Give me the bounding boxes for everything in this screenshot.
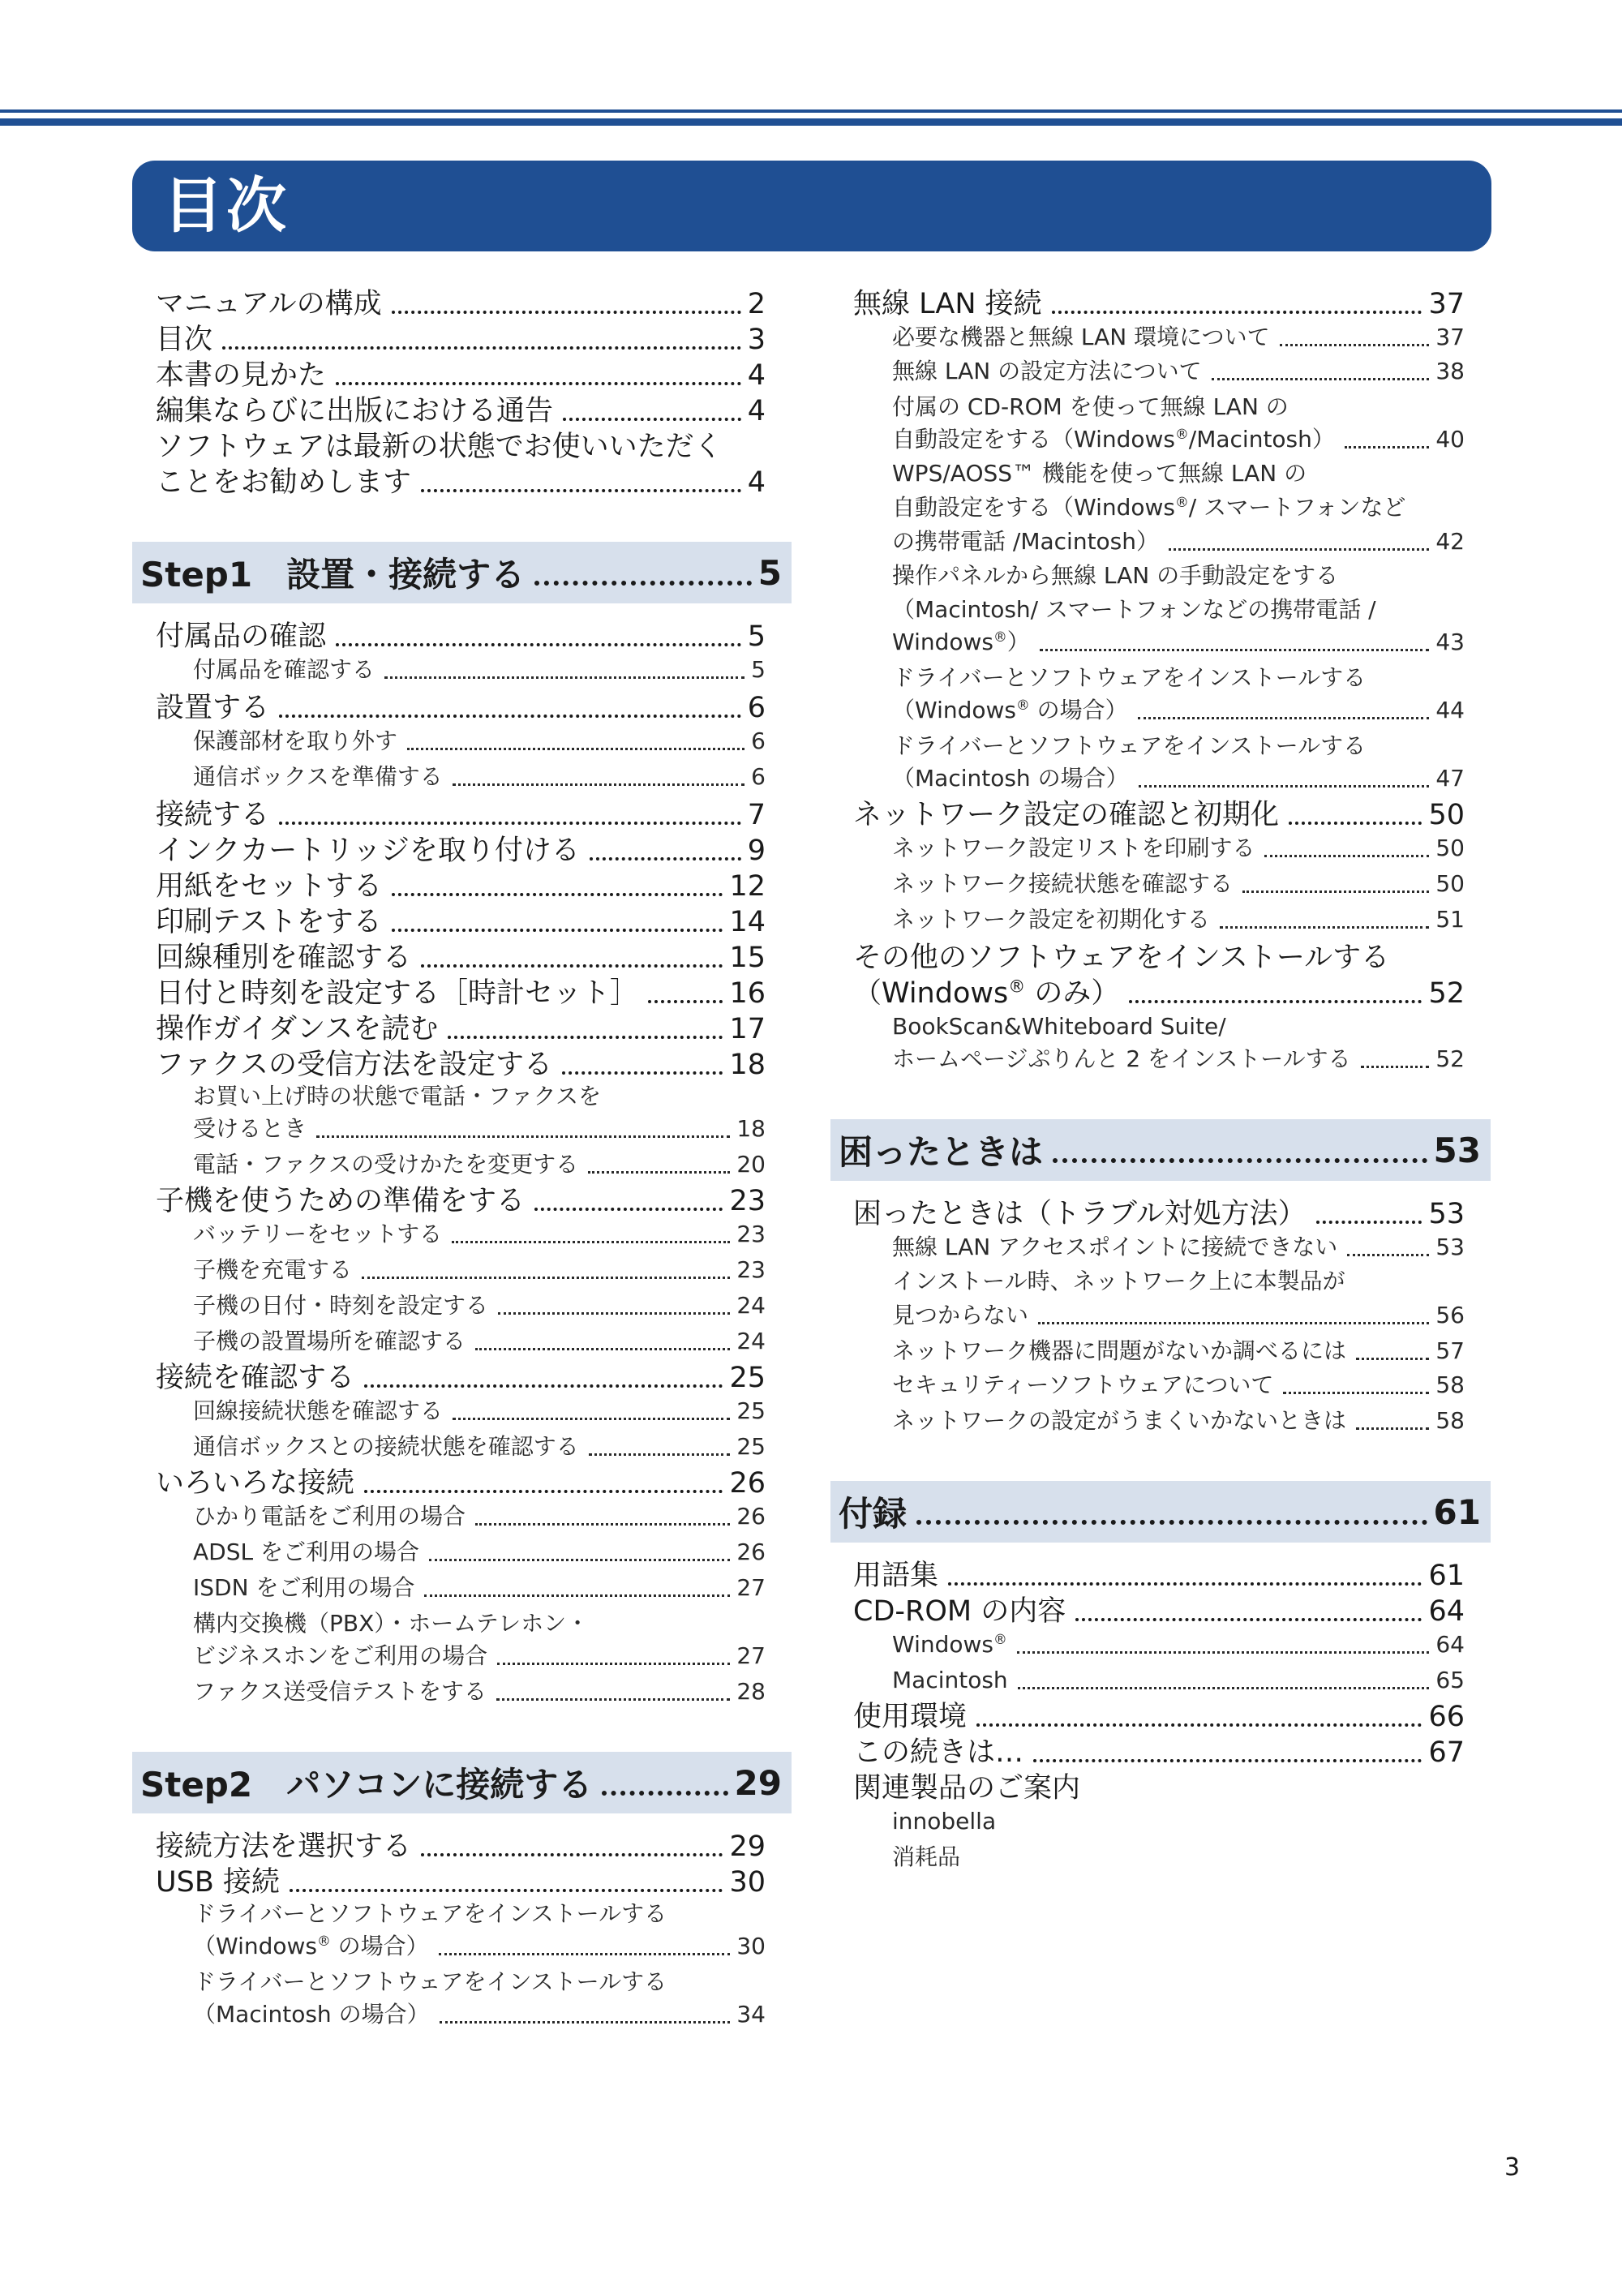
section-header-step1[interactable] (132, 542, 792, 603)
entry-label: 通信ボックスとの接続状態を確認する (193, 1433, 579, 1460)
entry-page-number: 15 (729, 942, 766, 974)
entry-label: （Macintosh の場合） (892, 765, 1129, 792)
entry-page-number: 3 (747, 324, 766, 356)
toc-subentry[interactable] (892, 323, 1465, 352)
entry-label: 子機を使うための準備をする (156, 1185, 526, 1217)
toc-entry[interactable] (156, 1048, 766, 1082)
dot-leader (1264, 854, 1429, 857)
dot-leader (1289, 822, 1422, 825)
entry-label: 日付と時刻を設定する［時計セット］ (156, 977, 639, 1010)
dot-leader (1347, 1253, 1429, 1256)
entry-page-number: 23 (729, 1185, 766, 1217)
dot-leader (1356, 1427, 1429, 1430)
dot-leader (1316, 1221, 1422, 1224)
dot-leader (1040, 648, 1430, 651)
toc-entry[interactable] (853, 976, 1465, 1011)
toc-entry[interactable] (156, 466, 766, 500)
entry-page-number: 40 (1435, 426, 1465, 453)
toc-entry[interactable] (156, 1865, 766, 1899)
entry-label: セキュリティーソフトウェアについて (892, 1371, 1274, 1398)
dot-leader (1138, 716, 1430, 719)
toc-subentry[interactable] (892, 1233, 1465, 1262)
dot-leader (1129, 1000, 1422, 1003)
dot-leader (392, 311, 741, 314)
entry-label: いろいろな接続 (156, 1467, 355, 1500)
dot-leader (534, 1208, 723, 1211)
toc-subentry[interactable] (892, 1666, 1465, 1695)
toc-subentry[interactable] (193, 1150, 766, 1179)
dot-leader (279, 715, 741, 718)
toc-entry[interactable] (156, 287, 766, 321)
toc-subentry[interactable] (193, 727, 766, 756)
toc-entry[interactable] (156, 394, 766, 428)
entry-page-number: 53 (1428, 1198, 1465, 1230)
entry-label: 保護部材を取り外す (193, 727, 398, 754)
toc-subentry[interactable] (193, 1573, 766, 1603)
dot-leader (440, 2020, 731, 2023)
entry-label: 回線種別を確認する (156, 942, 412, 974)
toc-subentry[interactable] (892, 425, 1465, 454)
dot-leader (452, 1240, 730, 1243)
entry-page-number: 50 (1435, 870, 1465, 897)
entry-page-number: 24 (736, 1328, 766, 1354)
dot-leader (562, 1071, 723, 1075)
entry-label: （Macintosh の場合） (193, 2001, 430, 2028)
dot-leader (1361, 1065, 1430, 1068)
entry-page-number: 26 (736, 1503, 766, 1530)
toc-subentry-line1: 付属の CD-ROM を使って無線 LAN の (892, 393, 1289, 420)
dot-leader (948, 1582, 1422, 1586)
entry-label: 接続方法を選択する (156, 1830, 412, 1863)
toc-subentry[interactable] (193, 762, 766, 792)
entry-label: インクカートリッジを取り付ける (156, 835, 580, 867)
dot-leader (589, 1453, 731, 1456)
toc-subentry-line1: ドライバーとソフトウェアをインストールする (892, 664, 1367, 691)
entry-label: 用紙をセットする (156, 870, 382, 903)
toc-subentry[interactable] (892, 834, 1465, 863)
dot-leader (1053, 1158, 1427, 1163)
toc-entry[interactable] (853, 287, 1465, 321)
entry-page-number: 4 (747, 359, 766, 392)
dot-leader (1052, 311, 1422, 314)
dot-leader (421, 489, 741, 492)
entry-label: （Windows® の場合） (892, 696, 1128, 723)
entry-label: Macintosh (892, 1667, 1008, 1693)
entry-page-number: 53 (1435, 1234, 1465, 1260)
entry-page-number: 2 (747, 288, 766, 320)
entry-label: ビジネスホンをご利用の場合 (193, 1642, 488, 1669)
entry-page-number: 6 (747, 692, 766, 724)
toc-subentry[interactable] (892, 1630, 1465, 1659)
entry-label: 印刷テストをする (156, 906, 382, 938)
entry-label: ネットワーク機器に問題がないか調べるには (892, 1337, 1347, 1364)
entry-page-number: 16 (729, 977, 766, 1010)
entry-page-number: 57 (1435, 1337, 1465, 1364)
toc-entry[interactable] (156, 905, 766, 939)
entry-label: 付属品を確認する (193, 656, 375, 683)
dot-leader (1017, 1650, 1430, 1654)
toc-subentry[interactable] (193, 1502, 766, 1531)
entry-page-number: 56 (1435, 1302, 1465, 1328)
page-number: 3 (1504, 2153, 1521, 2182)
toc-entry[interactable] (156, 323, 766, 357)
entry-label: 受けるとき (193, 1115, 307, 1142)
entry-label: ネットワーク設定を初期化する (892, 906, 1211, 933)
entry-page-number: 37 (1435, 324, 1465, 350)
toc-subentry[interactable] (193, 1677, 766, 1706)
header-rule-thin (0, 109, 1622, 113)
entry-page-number: 26 (729, 1467, 766, 1500)
entry-label: 回線接続状態を確認する (193, 1397, 444, 1424)
dot-leader (392, 893, 723, 896)
toc-entry[interactable] (156, 1361, 766, 1395)
toc-subentry[interactable] (193, 1255, 766, 1285)
dot-leader (439, 1952, 731, 1955)
entry-label: 操作ガイダンスを読む (156, 1013, 439, 1045)
entry-page-number: 58 (1435, 1371, 1465, 1398)
entry-page-number: 64 (1435, 1631, 1465, 1658)
entry-page-number: 24 (736, 1292, 766, 1319)
toc-entry[interactable] (156, 1012, 766, 1046)
dot-leader (475, 1522, 730, 1526)
entry-page-number: 30 (736, 1933, 766, 1959)
entry-page-number: 37 (1428, 288, 1465, 320)
toc-entry[interactable] (156, 1830, 766, 1864)
entry-page-number: 38 (1435, 358, 1465, 384)
entry-label: ネットワークの設定がうまくいかないときは (892, 1407, 1347, 1434)
entry-label: 必要な機器と無線 LAN 環境について (892, 324, 1270, 350)
toc-subentry[interactable] (892, 1337, 1465, 1366)
entry-label: ISDN をご利用の場合 (193, 1574, 415, 1601)
entry-page-number: 29 (729, 1830, 766, 1863)
entry-label: 子機の設置場所を確認する (193, 1328, 466, 1354)
entry-page-number: 23 (736, 1256, 766, 1283)
entry-label: 困ったときは (839, 1132, 1044, 1172)
entry-label: 子機を充電する (193, 1256, 353, 1283)
title-banner (132, 161, 1491, 251)
entry-page-number: 25 (736, 1397, 766, 1424)
dot-leader (429, 1558, 730, 1561)
toc-subentry[interactable] (892, 1301, 1465, 1330)
dot-leader (916, 1520, 1427, 1525)
dot-leader (421, 964, 723, 968)
entry-page-number: 67 (1428, 1736, 1465, 1769)
entry-label: ネットワーク設定リストを印刷する (892, 835, 1255, 861)
toc-subentry[interactable] (193, 1642, 766, 1671)
toc-entry[interactable] (156, 1184, 766, 1218)
dot-leader (976, 1723, 1422, 1727)
toc-entry[interactable] (853, 1736, 1465, 1770)
entry-page-number: 17 (729, 1013, 766, 1045)
entry-label: CD-ROM の内容 (853, 1595, 1066, 1628)
entry-page-number: 44 (1435, 697, 1465, 723)
entry-label: 使用環境 (853, 1701, 968, 1733)
toc-subentry-line2: 自動設定をする（Windows®/ スマートフォンなど (892, 493, 1406, 521)
toc-subentry[interactable] (892, 1045, 1465, 1074)
dot-leader (448, 1036, 723, 1039)
entry-page-number: 66 (1428, 1701, 1465, 1733)
toc-entry[interactable] (853, 1559, 1465, 1593)
header-rule-thick (0, 118, 1622, 126)
entry-label: ファクス送受信テストをする (193, 1678, 487, 1705)
toc-entry[interactable] (156, 976, 766, 1011)
entry-label: の携帯電話 /Macintosh） (892, 528, 1160, 555)
entry-label: バッテリーをセットする (193, 1221, 443, 1247)
entry-label: 付属品の確認 (156, 620, 327, 653)
entry-label: （Windows® のみ） (853, 976, 1120, 1010)
dot-leader (590, 857, 741, 860)
entry-page-number: 6 (751, 763, 766, 790)
entry-page-number: 4 (747, 395, 766, 427)
toc-subentry-line1: BookScan&Whiteboard Suite/ (892, 1013, 1226, 1040)
entry-label: マニュアルの構成 (156, 288, 382, 320)
entry-page-number: 64 (1428, 1595, 1465, 1628)
dot-leader (290, 1889, 723, 1892)
toc-subentry-line1: お買い上げ時の状態で電話・ファクスを (193, 1083, 602, 1109)
toc-subentry[interactable] (193, 1327, 766, 1356)
entry-page-number: 20 (736, 1151, 766, 1178)
entry-page-number: 5 (757, 552, 782, 593)
dot-leader (424, 1594, 730, 1597)
entry-label: ネットワーク設定の確認と初期化 (853, 799, 1280, 831)
entry-page-number: 42 (1435, 528, 1465, 555)
toc-subentry-line1: 構内交換機（PBX）・ホームテレホン・ (193, 1610, 590, 1637)
toc-subentry[interactable] (193, 1291, 766, 1320)
dot-leader (588, 1170, 730, 1174)
entry-label: 用語集 (853, 1560, 939, 1592)
entry-page-number: 18 (729, 1049, 766, 1081)
toc-subentry-line1: ドライバーとソフトウェアをインストールする (193, 1900, 667, 1927)
dot-leader (336, 643, 741, 646)
entry-page-number: 50 (1435, 835, 1465, 861)
entry-page-number: 50 (1428, 799, 1465, 831)
dot-leader (1169, 547, 1429, 551)
section-header-trouble[interactable] (830, 1119, 1491, 1181)
entry-label: 目次 (156, 324, 213, 356)
entry-page-number: 26 (736, 1539, 766, 1565)
entry-page-number: 25 (736, 1433, 766, 1460)
toc-subentry[interactable] (892, 869, 1465, 899)
toc-subentry-line1: ドライバーとソフトウェアをインストールする (193, 1968, 667, 1995)
dot-leader (453, 783, 744, 786)
entry-page-number: 58 (1435, 1407, 1465, 1434)
dot-leader (222, 346, 741, 350)
toc-subentry[interactable] (892, 1406, 1465, 1436)
entry-page-number: 25 (729, 1362, 766, 1394)
entry-page-number: 34 (736, 2001, 766, 2028)
entry-label: 通信ボックスを準備する (193, 763, 443, 790)
page-title: 目次 (163, 171, 290, 241)
dot-leader (1280, 343, 1430, 346)
dot-leader (1075, 1618, 1422, 1621)
entry-page-number: 61 (1428, 1560, 1465, 1592)
entry-page-number: 12 (729, 870, 766, 903)
entry-page-number: 5 (751, 656, 766, 683)
dot-leader (316, 1135, 730, 1138)
dot-leader (1356, 1357, 1429, 1360)
entry-page-number: 9 (747, 835, 766, 867)
toc-subentry-line1: 操作パネルから無線 LAN の手動設定をする (892, 562, 1339, 589)
entry-label: ADSL をご利用の場合 (193, 1539, 419, 1565)
dot-leader (498, 1311, 730, 1315)
entry-page-number: 7 (747, 799, 766, 831)
dot-leader (1283, 1391, 1429, 1394)
toc-subentry-line2: （Macintosh/ スマートフォンなどの携帯電話 / (892, 596, 1376, 623)
section-header-step2[interactable] (132, 1752, 792, 1813)
dot-leader (362, 1276, 730, 1279)
entry-label: Windows® (892, 1630, 1007, 1658)
dot-leader (453, 1417, 730, 1420)
dot-leader (392, 929, 723, 932)
toc-subentry[interactable] (892, 1371, 1465, 1400)
entry-label: 接続する (156, 799, 270, 831)
toc-subentry[interactable] (892, 905, 1465, 934)
toc-subentry[interactable]: innobella (892, 1808, 997, 1835)
entry-label: 困ったときは（トラブル対処方法） (853, 1198, 1307, 1230)
entry-page-number: 18 (736, 1115, 766, 1142)
dot-leader (1033, 1759, 1422, 1762)
toc-entry[interactable] (156, 691, 766, 725)
dot-leader (1018, 1686, 1430, 1689)
toc-subentry[interactable] (892, 764, 1465, 793)
dot-leader (384, 676, 744, 679)
entry-label: USB 接続 (156, 1866, 280, 1899)
dot-leader (407, 747, 744, 750)
dot-leader (475, 1347, 730, 1350)
entry-page-number: 6 (751, 727, 766, 754)
dot-leader (497, 1662, 730, 1665)
entry-page-number: 43 (1435, 629, 1465, 655)
entry-label: ネットワーク接続状態を確認する (892, 870, 1234, 897)
entry-label: ひかり電話をご利用の場合 (193, 1503, 466, 1530)
dot-leader (279, 822, 741, 825)
toc-entry[interactable] (853, 798, 1465, 832)
entry-label: （Windows® の場合） (193, 1932, 429, 1959)
entry-page-number: 47 (1435, 765, 1465, 792)
toc-subentry-line1: ドライバーとソフトウェアをインストールする (892, 732, 1367, 759)
toc-entry-line1: その他のソフトウェアをインストールする (853, 942, 1390, 974)
entry-page-number: 52 (1435, 1045, 1465, 1072)
entry-page-number: 52 (1428, 977, 1465, 1010)
entry-label: 無線 LAN アクセスポイントに接続できない (892, 1234, 1338, 1260)
toc-entry[interactable] (853, 1197, 1465, 1231)
dot-leader (421, 1853, 723, 1856)
entry-page-number: 23 (736, 1221, 766, 1247)
dot-leader (1212, 377, 1430, 380)
toc-subentry[interactable]: 消耗品 (892, 1843, 961, 1870)
entry-label: 子機の日付・時刻を設定する (193, 1292, 489, 1319)
entry-page-number: 53 (1433, 1130, 1481, 1170)
toc-entry[interactable] (156, 358, 766, 393)
dot-leader (336, 382, 741, 385)
entry-page-number: 29 (734, 1762, 782, 1803)
toc-entry[interactable] (853, 1700, 1465, 1734)
toc-subentry[interactable] (193, 1932, 766, 1961)
entry-label: Windows®） (892, 628, 1030, 655)
dot-leader (1345, 445, 1429, 448)
toc-entry[interactable] (156, 834, 766, 868)
dot-leader (1139, 784, 1430, 788)
dot-leader (496, 1697, 730, 1701)
entry-label: 電話・ファクスの受けかたを変更する (193, 1151, 579, 1178)
entry-label: 接続を確認する (156, 1362, 355, 1394)
toc-subentry[interactable] (892, 527, 1465, 556)
entry-label: 自動設定をする（Windows®/Macintosh） (892, 425, 1335, 453)
toc-entry[interactable] (156, 869, 766, 903)
toc-subentry[interactable] (193, 655, 766, 685)
entry-label: 本書の見かた (156, 359, 327, 392)
entry-page-number: 30 (729, 1866, 766, 1899)
entry-page-number: 14 (729, 906, 766, 938)
toc-subentry[interactable] (193, 1220, 766, 1249)
entry-label: 設置する (156, 692, 270, 724)
section-header-appendix[interactable] (830, 1481, 1491, 1543)
toc-subentry[interactable] (193, 1538, 766, 1567)
dot-leader (1220, 925, 1429, 929)
dot-leader (648, 1000, 723, 1003)
dot-leader (534, 581, 752, 586)
entry-page-number: 28 (736, 1678, 766, 1705)
toc-subentry[interactable] (892, 628, 1465, 657)
entry-page-number: 4 (747, 466, 766, 499)
toc-entry[interactable] (156, 1466, 766, 1500)
entry-page-number: 27 (736, 1574, 766, 1601)
toc-entry[interactable] (156, 941, 766, 975)
toc-subentry[interactable] (892, 696, 1465, 725)
entry-label: 見つからない (892, 1302, 1029, 1328)
entry-label: 無線 LAN 接続 (853, 288, 1042, 320)
entry-label: Step2 パソコンに接続する (140, 1765, 593, 1805)
entry-label: ホームページぷりんと 2 をインストールする (892, 1045, 1351, 1072)
toc-subentry-line1: インストール時、ネットワーク上に本製品が (892, 1268, 1345, 1294)
toc-subentry[interactable] (193, 1397, 766, 1426)
entry-page-number: 61 (1433, 1491, 1481, 1532)
dot-leader (364, 1384, 723, 1388)
entry-page-number: 65 (1435, 1667, 1465, 1693)
entry-label: ことをお勧めします (156, 466, 412, 499)
dot-leader (364, 1490, 723, 1493)
entry-label: ファクスの受信方法を設定する (156, 1049, 552, 1081)
entry-page-number: 51 (1435, 906, 1465, 933)
toc-subentry[interactable] (892, 357, 1465, 386)
entry-page-number: 27 (736, 1642, 766, 1669)
entry-label: 編集ならびに出版における通告 (156, 395, 554, 427)
entry-label: この続きは… (853, 1736, 1024, 1769)
toc-subentry[interactable] (193, 1114, 766, 1144)
dot-leader (1242, 890, 1429, 893)
dot-leader (602, 1791, 727, 1796)
dot-leader (1038, 1321, 1429, 1324)
toc-entry[interactable] (156, 620, 766, 654)
entry-label: Step1 設置・接続する (140, 555, 526, 594)
toc-entry[interactable] (156, 798, 766, 832)
dot-leader (563, 418, 741, 421)
toc-subentry-line1: WPS/AOSS™ 機能を使って無線 LAN の (892, 460, 1307, 487)
entry-page-number: 5 (747, 620, 766, 653)
entry-label: 付録 (839, 1494, 908, 1534)
toc-entry-line1: ソフトウェアは最新の状態でお使いいただく (156, 431, 723, 463)
entry-label: 無線 LAN の設定方法について (892, 358, 1202, 384)
toc-subentry[interactable] (193, 2000, 766, 2029)
toc-entry[interactable]: 関連製品のご案内 (853, 1772, 1081, 1805)
toc-entry[interactable] (853, 1594, 1465, 1629)
toc-subentry[interactable] (193, 1432, 766, 1461)
